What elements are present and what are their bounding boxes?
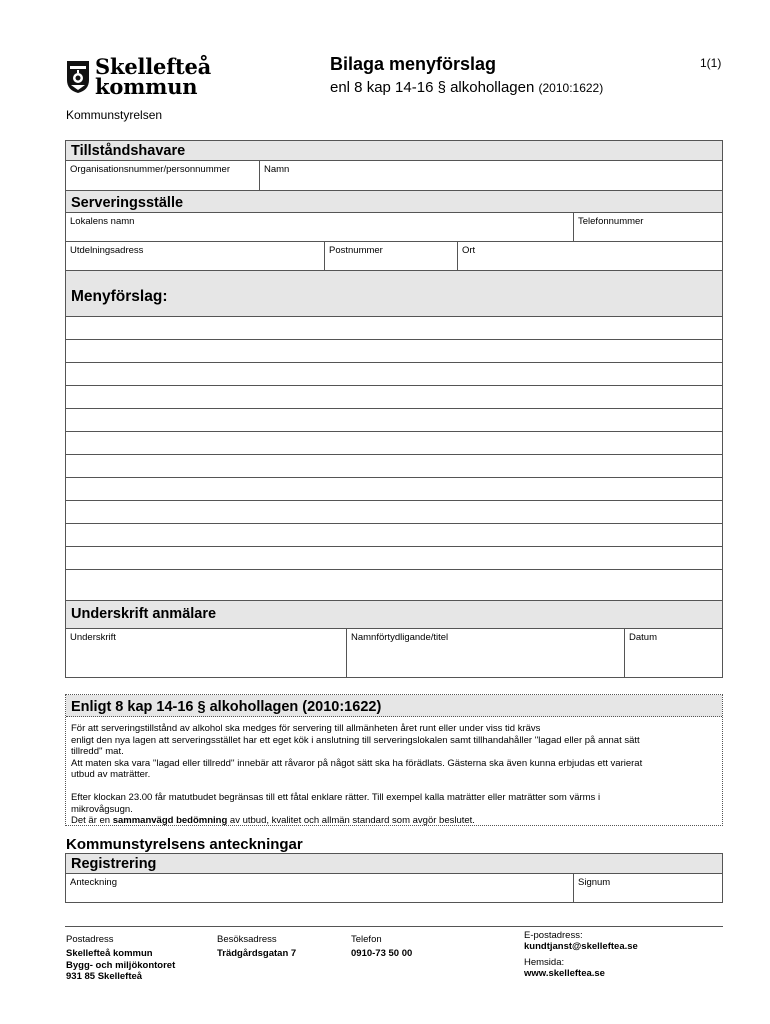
underskrift-heading: Underskrift anmälare (66, 601, 722, 628)
footer-contact (524, 930, 638, 979)
footer-postal (66, 934, 175, 983)
menu-row-5[interactable] (66, 408, 722, 431)
menu-row-2[interactable] (66, 339, 722, 362)
law-line-8-pre: Det är en (71, 815, 113, 827)
org-number-label: Organisationsnummer/personnummer (70, 164, 230, 175)
law-line-2: enligt den nya lagen att serveringsstället har ett eget kök i anslutning till serveringslokalen samt tillhandahåller ''lagad eller på annat sätt (71, 734, 640, 746)
law-line-7: mikrovågsugn. (71, 803, 133, 815)
menu-row-3[interactable] (66, 362, 722, 385)
law-line-3: tillredd'' mat. (71, 746, 124, 758)
footer-web-label: Hemsida: (524, 956, 565, 968)
name-field[interactable] (259, 160, 722, 190)
menu-row-9[interactable] (66, 500, 722, 523)
registrering-section (65, 853, 723, 903)
underskrift-section (65, 600, 723, 678)
registrering-heading: Registrering (66, 854, 722, 873)
menu-row-7[interactable] (66, 454, 722, 477)
subtitle-main: enl 8 kap 14-16 § alkohollagen (330, 79, 535, 96)
footer-visit (217, 934, 296, 960)
law-line-8 (71, 815, 717, 827)
date-field[interactable] (624, 628, 722, 677)
law-line-4: Att maten ska vara ''lagad eller tillredd'' innebär att råvaror på något sätt ska ha förädlats. Gästerna ska även kunna erbjudas ett varierat (71, 757, 643, 769)
city-label: Ort (462, 245, 476, 256)
document-title: Bilaga menyförslag (330, 54, 497, 74)
menu-row-6[interactable] (66, 431, 722, 454)
footer-web-link[interactable]: www.skelleftea.se (524, 967, 605, 979)
address-field[interactable] (66, 241, 324, 270)
law-info-text (66, 719, 722, 831)
law-line-8-bold: sammanvägd bedömning (112, 815, 228, 827)
law-info-section (65, 694, 723, 826)
law-line-5: utbud av maträtter. (71, 769, 151, 781)
menu-row-10[interactable] (66, 523, 722, 546)
page-number: 1(1) (700, 56, 722, 70)
menu-row-12[interactable] (66, 569, 722, 592)
phone-label: Telefonnummer (578, 216, 644, 227)
subtitle-year: (2010:1622) (538, 81, 604, 95)
menyforslag-heading (66, 271, 722, 316)
serveringsstalle-section (65, 190, 723, 271)
footer-divider (65, 926, 723, 927)
address-label: Utdelningsadress (70, 245, 144, 256)
footer-phone-label: Telefon (351, 934, 382, 945)
note-field[interactable] (66, 873, 573, 902)
date-label: Datum (629, 632, 657, 643)
menu-row-1[interactable] (66, 316, 722, 339)
serveringsstalle-heading: Serveringsställe (66, 191, 722, 212)
law-line-6: Efter klockan 23.00 får matutbudet begränsas till ett fåtal enklare rätter. Till exempel kalla maträtter eller maträtter som värms i (71, 791, 601, 803)
name-clarification-field[interactable] (346, 628, 624, 677)
footer-email-link[interactable]: kundtjanst@skelleftea.se (524, 941, 638, 952)
law-info-heading: Enligt 8 kap 14-16 § alkohollagen (2010:1622) (66, 695, 722, 717)
logo-line-1: Skellefteå (95, 54, 212, 79)
logo-wordmark (95, 54, 212, 99)
notes-heading: Kommunstyrelsens anteckningar (66, 836, 303, 853)
tillstandshavare-section (65, 140, 723, 191)
postal-code-label: Postnummer (329, 245, 383, 256)
menu-row-8[interactable] (66, 477, 722, 500)
menyforslag-section (65, 270, 723, 601)
organization-name: Kommunstyrelsen (66, 108, 163, 122)
footer-visit-value: Trädgårdsgatan 7 (217, 948, 297, 959)
postal-code-field[interactable] (324, 241, 457, 270)
name-label: Namn (264, 164, 290, 175)
org-number-field[interactable] (66, 160, 259, 190)
menu-row-4[interactable] (66, 385, 722, 408)
law-line-1: För att serveringstillstånd av alkohol ska medges för servering till allmänheten året runt eller under viss tid krävs (71, 723, 541, 734)
tillstandshavare-heading: Tillståndshavare (66, 141, 722, 160)
signature-label: Underskrift (70, 632, 116, 643)
note-label: Anteckning (70, 877, 118, 888)
menu-row-11[interactable] (66, 546, 722, 569)
law-line-8-post: av utbud, kvalitet och allmän standard som avgör beslutet. (227, 815, 475, 827)
footer-visit-label: Besöksadress (217, 934, 277, 945)
document-subtitle (330, 79, 603, 96)
footer-email-label: E-postadress: (524, 930, 583, 941)
notes-signature-label: Signum (578, 877, 611, 888)
notes-signature-field[interactable] (573, 873, 722, 902)
footer-phone-value: 0910-73 50 00 (351, 948, 413, 959)
footer-postal-label: Postadress (66, 934, 114, 945)
municipality-crest-icon (66, 60, 90, 94)
logo-line-2: kommun (95, 74, 198, 99)
menyforslag-heading-colon: : (162, 288, 168, 305)
premises-name-label: Lokalens namn (70, 216, 135, 227)
footer-postal-line-2: Bygg- och miljökontoret (66, 959, 176, 971)
premises-name-field[interactable] (66, 212, 573, 241)
footer-postal-line-1: Skellefteå kommun (66, 948, 153, 959)
phone-field[interactable] (573, 212, 722, 241)
footer-postal-line-3: 931 85 Skellefteå (66, 971, 143, 982)
footer-phone (351, 934, 412, 960)
name-clarification-label: Namnförtydligande/titel (351, 632, 449, 643)
signature-field[interactable] (66, 628, 346, 677)
menyforslag-heading-text: Menyförslag (71, 288, 163, 305)
city-field[interactable] (457, 241, 722, 270)
